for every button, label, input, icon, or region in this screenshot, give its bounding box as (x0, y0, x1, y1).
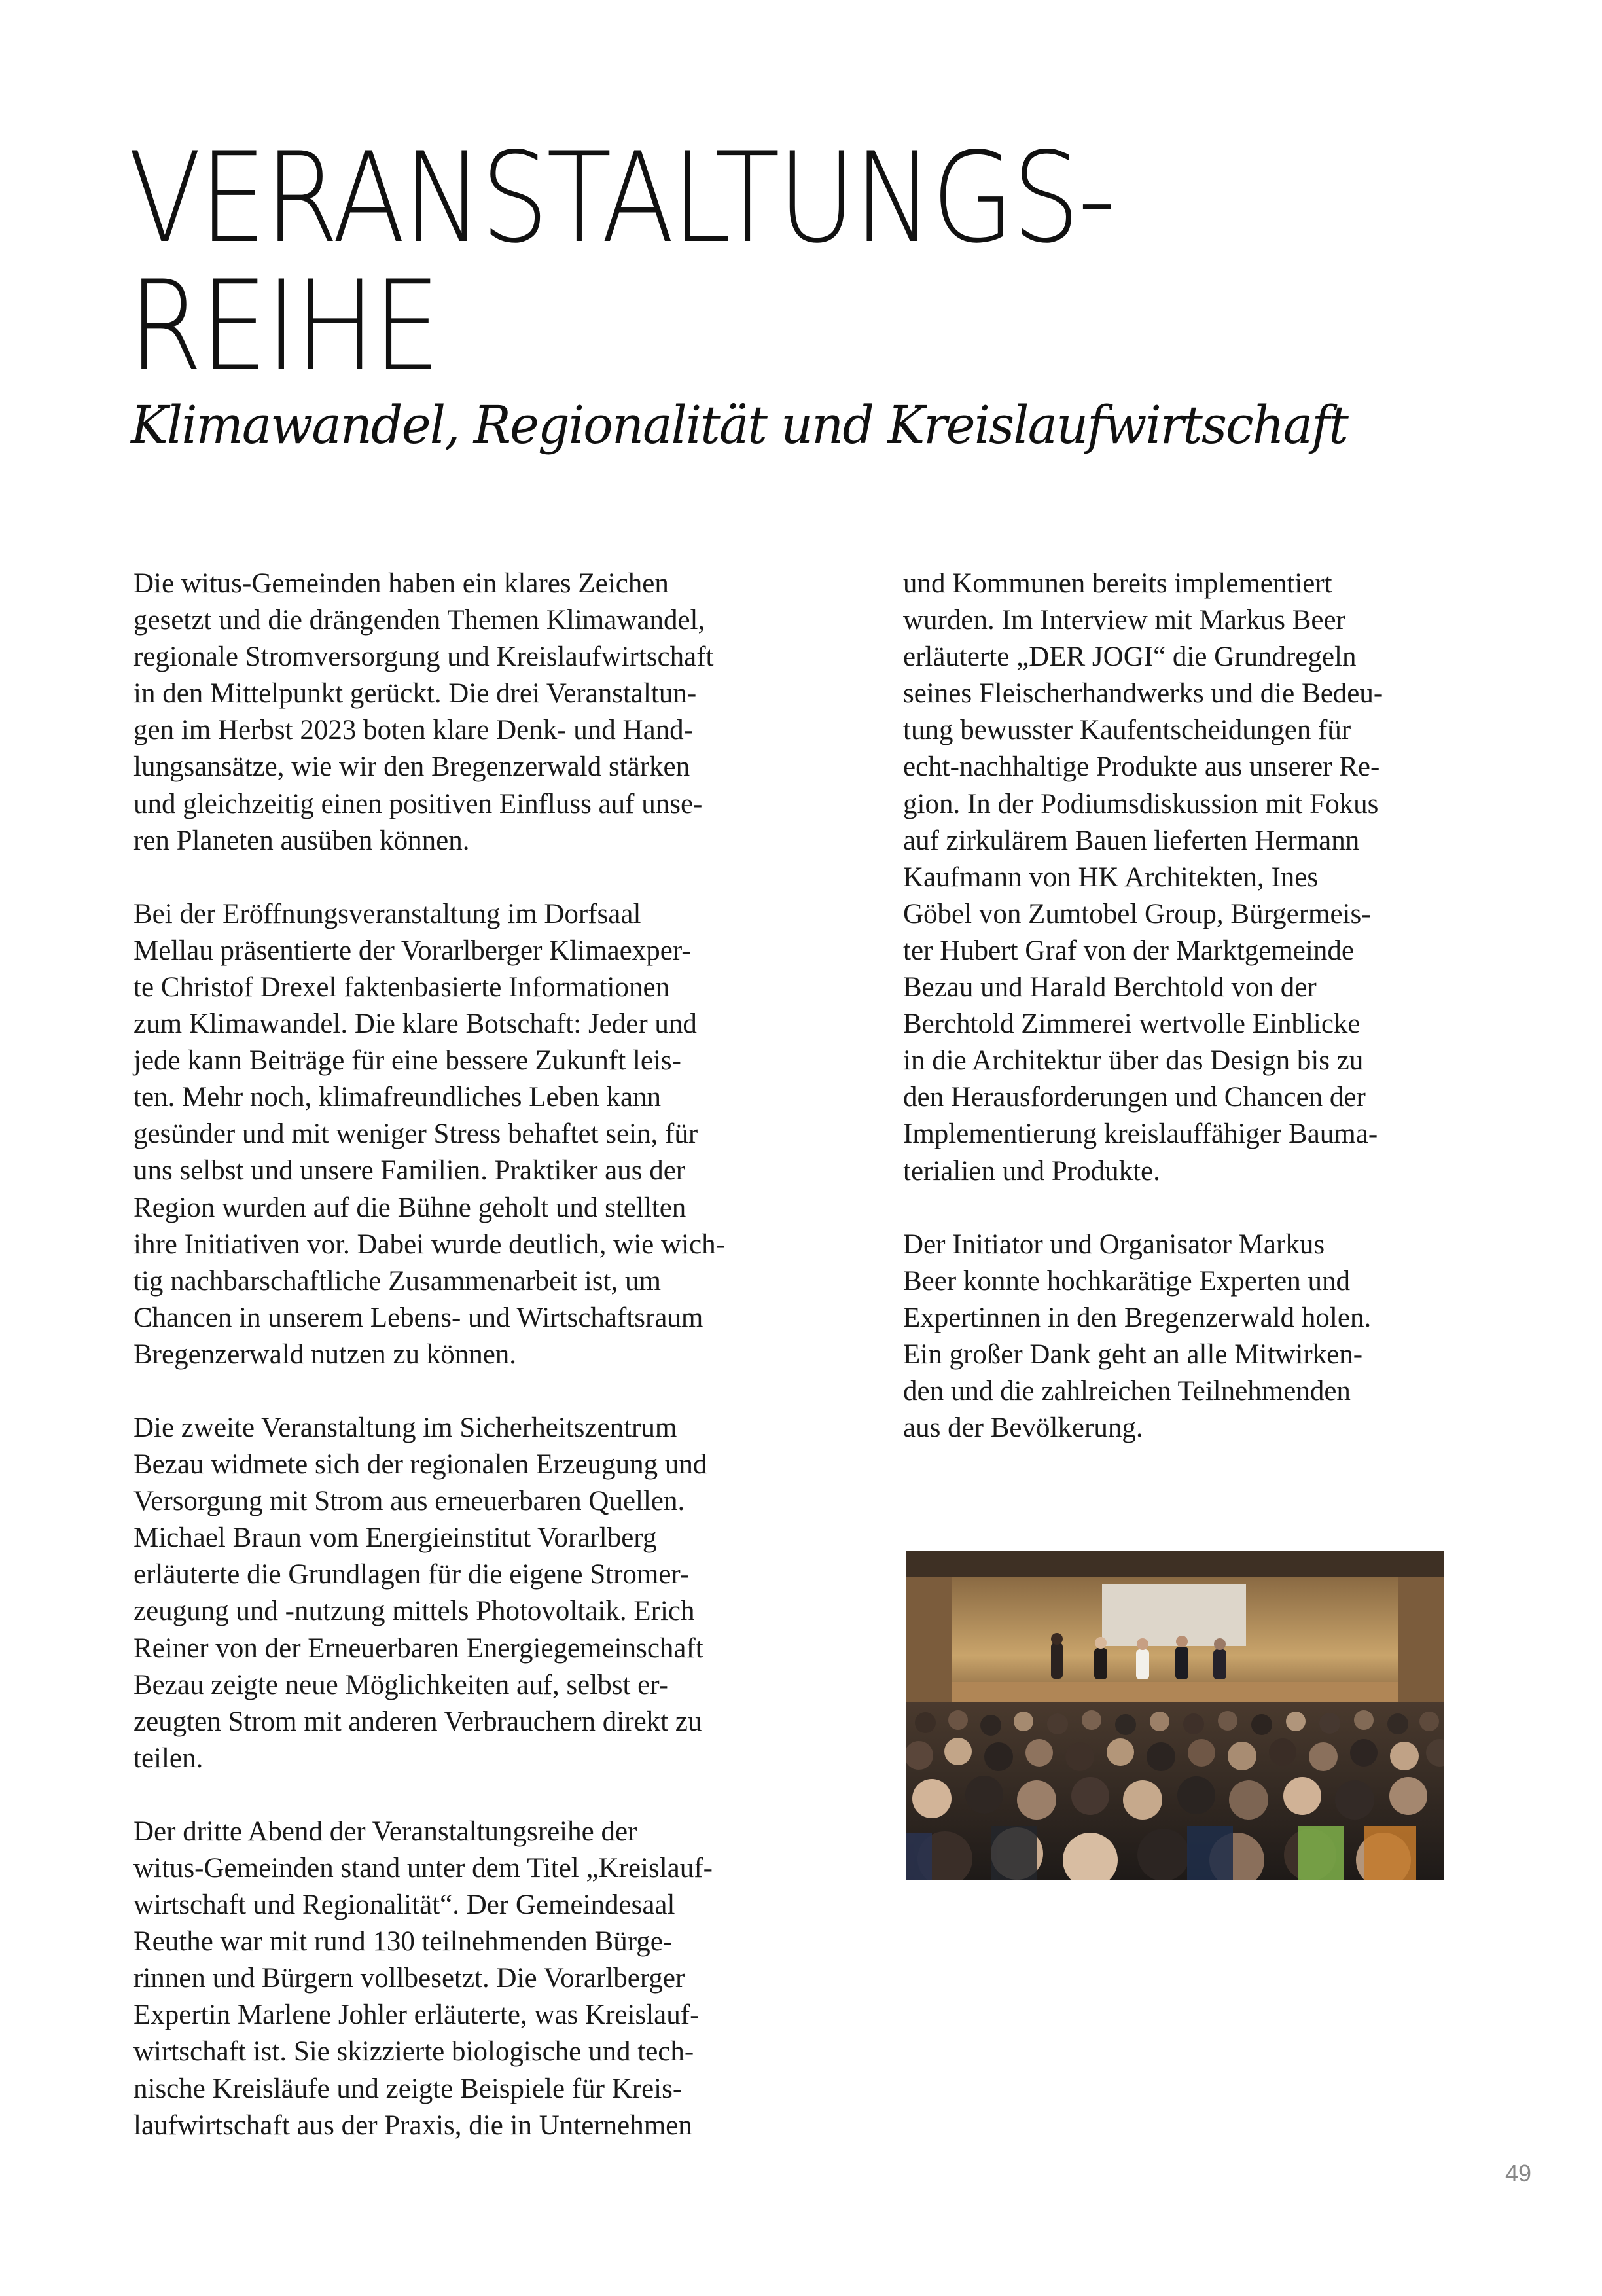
text-line: Der Initiator und Organisator Markus (903, 1229, 1325, 1260)
paragraph (903, 1227, 1531, 1447)
text-line: ihre Initiativen vor. Dabei wurde deutlich, wie wich- (134, 1229, 725, 1260)
text-line: ren Planeten ausüben können. (134, 825, 470, 856)
text-line: laufwirtschaft aus der Praxis, die in Unternehmen (134, 2109, 692, 2141)
text-line: Die zweite Veranstaltung im Sicherheitszentrum (134, 1412, 677, 1443)
text-line: wirtschaft ist. Sie skizzierte biologische und tech- (134, 2036, 694, 2068)
event-photo-illustration (906, 1551, 1444, 1880)
text-line: und Kommunen bereits implementiert (903, 568, 1332, 599)
paragraph (134, 565, 788, 859)
text-line: zeugung und -nutzung mittels Photovoltaik. Erich (134, 1596, 695, 1627)
text-line: erläuterte die Grundlagen für die eigene Stromer- (134, 1559, 690, 1590)
projection-screen (1102, 1584, 1246, 1646)
text-line: gesünder und mit weniger Stress behaftet sein, für (134, 1119, 698, 1150)
text-line: zeugten Strom mit anderen Verbrauchern direkt zu (134, 1706, 702, 1737)
text-line: Chancen in unserem Lebens- und Wirtschaftsraum (134, 1302, 703, 1333)
text-line: zum Klimawandel. Die klare Botschaft: Jeder und (134, 1009, 697, 1040)
text-line: seines Fleischerhandwerks und die Bedeu- (903, 678, 1383, 709)
right-text-column (903, 565, 1531, 1483)
title-line-2: REIHE (128, 254, 438, 399)
text-line: gen im Herbst 2023 boten klare Denk- und Hand- (134, 715, 694, 746)
text-line: tung bewusster Kaufentscheidungen für (903, 715, 1351, 746)
text-line: gion. In der Podiumsdiskussion mit Fokus (903, 788, 1379, 819)
ceiling (906, 1551, 1444, 1577)
paragraph (134, 896, 788, 1373)
text-line: echt-nachhaltige Produkte aus unserer Re- (903, 751, 1380, 783)
text-line: terialien und Produkte. (903, 1155, 1160, 1187)
page-subtitle: Klimawandel, Regionalität und Kreislaufwirtschaft (131, 395, 1348, 456)
text-line: Berchtold Zimmerei wertvolle Einblicke (903, 1009, 1361, 1040)
text-line: gesetzt und die drängenden Themen Klimawandel, (134, 605, 705, 636)
text-line: in die Architektur über das Design bis zu (903, 1045, 1364, 1077)
text-line: Bezau widmete sich der regionalen Erzeugung und (134, 1449, 707, 1480)
text-line: Expertinnen in den Bregenzerwald holen. (903, 1302, 1372, 1333)
left-text-column (134, 565, 788, 2181)
text-line: den Herausforderungen und Chancen der (903, 1082, 1366, 1113)
page-number: 49 (1505, 2160, 1532, 2187)
text-line: Implementierung kreislauffähiger Bauma- (903, 1119, 1378, 1150)
text-line: ter Hubert Graf von der Marktgemeinde (903, 935, 1354, 966)
text-line: Expertin Marlene Johler erläuterte, was Kreislauf- (134, 2000, 700, 2031)
text-line: regionale Stromversorgung und Kreislaufwirtschaft (134, 641, 714, 673)
text-line: Region wurden auf die Bühne geholt und stellten (134, 1192, 686, 1223)
text-line: lungsansätze, wie wir den Bregenzerwald stärken (134, 751, 690, 783)
text-line: Bei der Eröffnungsveranstaltung im Dorfsaal (134, 898, 641, 929)
text-line: aus der Bevölkerung. (903, 1412, 1143, 1444)
paragraph (134, 1410, 788, 1777)
text-line: Bregenzerwald nutzen zu können. (134, 1338, 517, 1370)
event-photo (906, 1551, 1444, 1880)
text-line: jede kann Beiträge für eine bessere Zukunft leis- (134, 1045, 681, 1077)
text-line: Kaufmann von HK Architekten, Ines (903, 861, 1319, 893)
title-line-1: VERANSTALTUNGS- (128, 126, 1114, 270)
text-line: Reuthe war mit rund 130 teilnehmenden Bürge- (134, 1926, 673, 1958)
text-line: Bezau zeigte neue Möglichkeiten auf, selbst er- (134, 1669, 668, 1700)
text-line: Mellau präsentierte der Vorarlberger Klimaexper- (134, 935, 691, 966)
text-line: uns selbst und unsere Familien. Praktiker aus der (134, 1155, 686, 1187)
text-line: Ein großer Dank geht an alle Mitwirken- (903, 1338, 1363, 1370)
text-line: auf zirkulärem Bauen lieferten Hermann (903, 825, 1360, 856)
text-line: Reiner von der Erneuerbaren Energiegemeinschaft (134, 1632, 703, 1664)
text-line: Die witus-Gemeinden haben ein klares Zeichen (134, 568, 669, 599)
text-line: Göbel von Zumtobel Group, Bürgermeis- (903, 898, 1371, 929)
text-line: Beer konnte hochkarätige Experten und (903, 1265, 1350, 1297)
text-line: tig nachbarschaftliche Zusammenarbeit ist, um (134, 1265, 661, 1297)
text-line: te Christof Drexel faktenbasierte Informationen (134, 971, 670, 1003)
text-line: wirtschaft und Regionalität“. Der Gemeindesaal (134, 1890, 675, 1921)
text-line: und gleichzeitig einen positiven Einfluss auf unse- (134, 788, 703, 819)
paragraph (903, 565, 1531, 1190)
text-line: teilen. (134, 1742, 204, 1774)
text-line: Versorgung mit Strom aus erneuerbaren Quellen. (134, 1486, 685, 1517)
text-line: Michael Braun vom Energieinstitut Vorarlberg (134, 1522, 657, 1554)
text-line: nische Kreisläufe und zeigte Beispiele für Kreis- (134, 2073, 683, 2104)
text-line: Der dritte Abend der Veranstaltungsreihe der (134, 1816, 637, 1847)
text-line: witus-Gemeinden stand unter dem Titel „Kreislauf- (134, 1853, 713, 1884)
text-line: wurden. Im Interview mit Markus Beer (903, 605, 1345, 636)
text-line: den und die zahlreichen Teilnehmenden (903, 1375, 1351, 1407)
page-title (128, 126, 1114, 399)
text-line: in den Mittelpunkt gerückt. Die drei Veranstaltun- (134, 678, 697, 709)
text-line: erläuterte „DER JOGI“ die Grundregeln (903, 641, 1357, 673)
text-line: ten. Mehr noch, klimafreundliches Leben kann (134, 1082, 661, 1113)
text-line: rinnen und Bürgern vollbesetzt. Die Vorarlberger (134, 1963, 685, 1994)
paragraph (134, 1814, 788, 2144)
text-line: Bezau und Harald Berchtold von der (903, 972, 1317, 1003)
